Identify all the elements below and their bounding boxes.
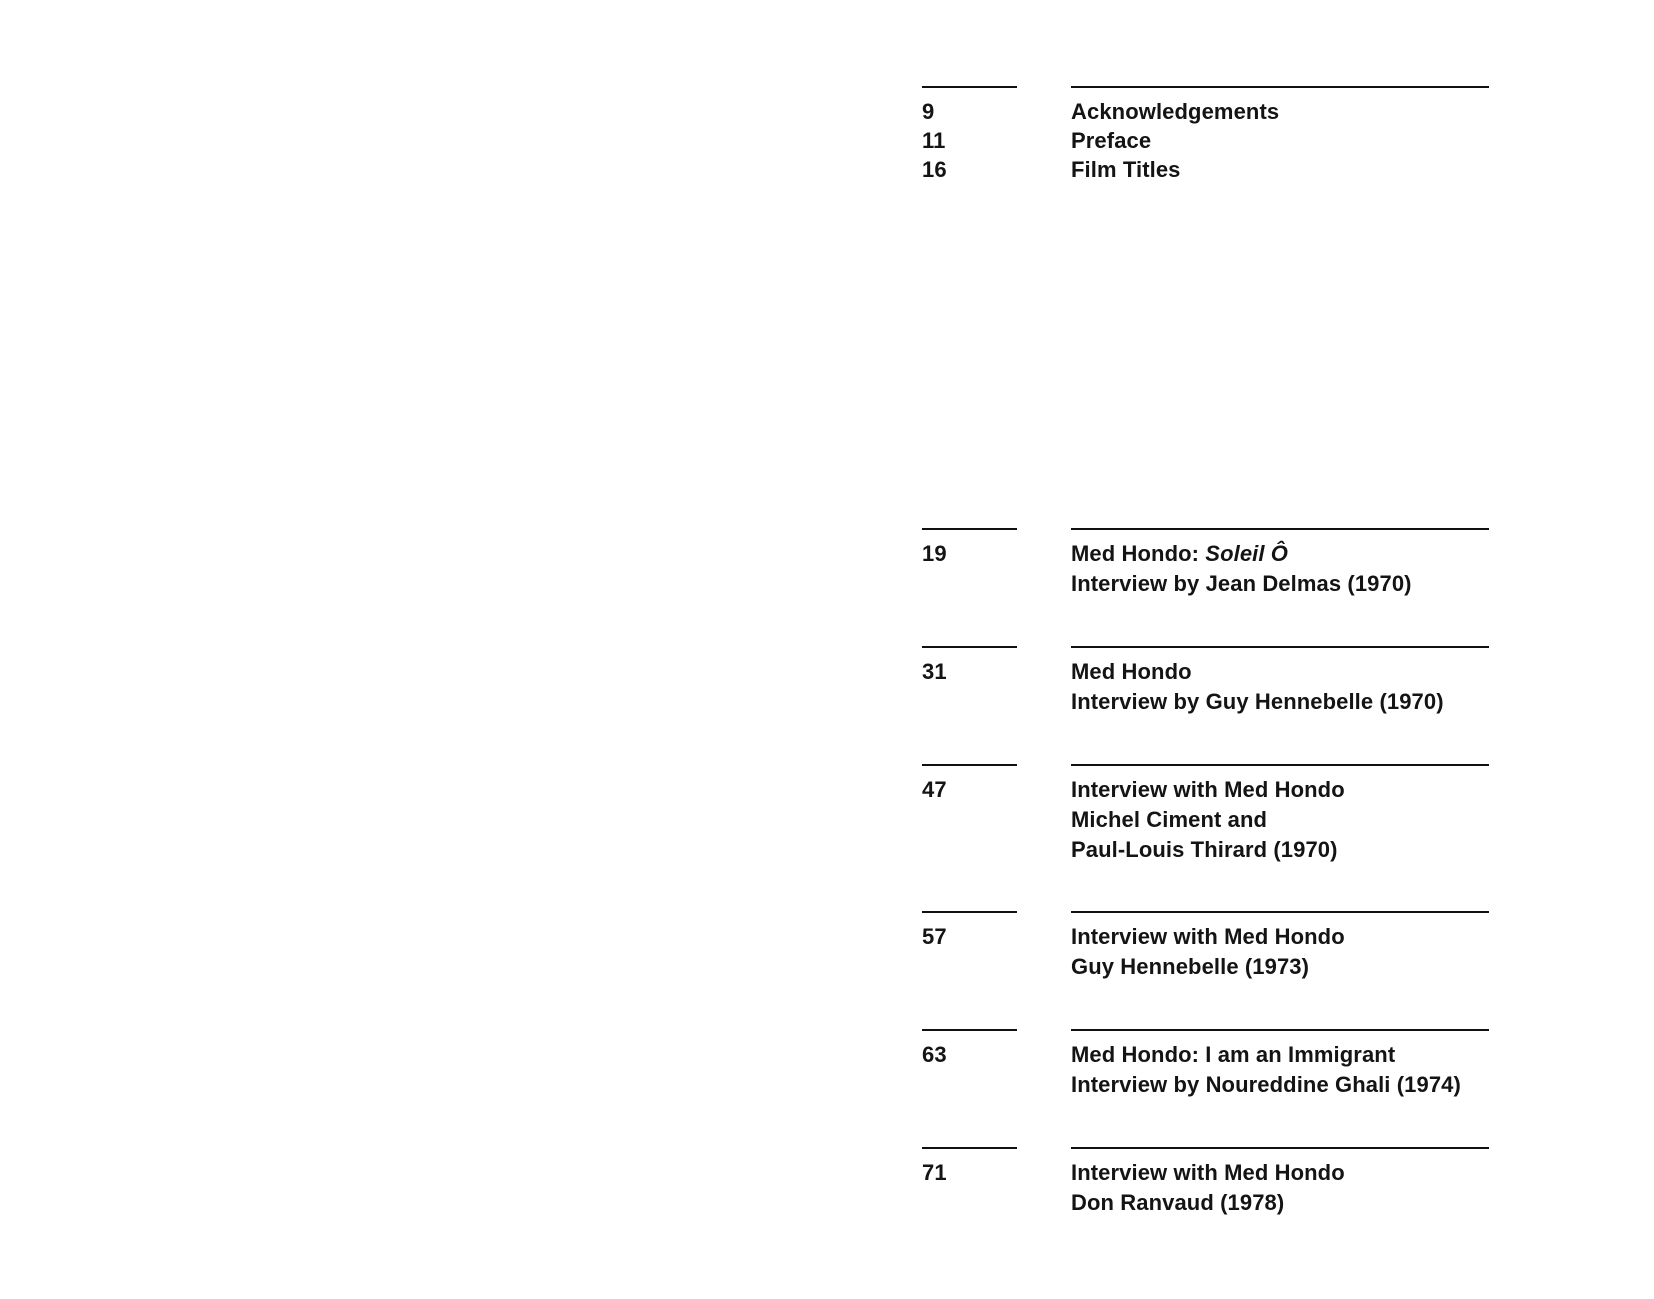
- page-number: 19: [922, 541, 947, 566]
- entry-title-line: Interview by Guy Hennebelle (1970): [1071, 689, 1444, 714]
- divider: [1071, 911, 1489, 913]
- entry-title: [1071, 775, 1345, 865]
- toc-front-matter: [922, 86, 1489, 186]
- divider: [922, 764, 1017, 766]
- entry-title-line: Interview by Jean Delmas (1970): [1071, 571, 1412, 596]
- entry-title-line: Michel Ciment and: [1071, 807, 1268, 832]
- toc-entry: [922, 764, 1489, 874]
- entry-title-line: Interview with Med Hondo: [1071, 924, 1345, 949]
- page-number: 9: [922, 99, 935, 124]
- divider: [1071, 764, 1489, 766]
- entry-title: Acknowledgements: [1071, 99, 1280, 124]
- toc-entry: [922, 97, 1489, 127]
- page-number: 47: [922, 777, 947, 802]
- page-number: 71: [922, 1160, 947, 1185]
- divider: [1071, 1147, 1489, 1149]
- toc-entry: [922, 1029, 1489, 1109]
- entry-title: [1071, 922, 1345, 982]
- toc-entry: [922, 646, 1489, 726]
- toc-entry: [922, 155, 1489, 185]
- toc-entry: [922, 528, 1489, 608]
- entry-title: Preface: [1071, 128, 1152, 153]
- divider: [922, 1029, 1017, 1031]
- entry-title: [1071, 657, 1444, 717]
- page-number: 63: [922, 1042, 947, 1067]
- divider: [922, 86, 1017, 88]
- entry-title-line: Interview with Med Hondo: [1071, 777, 1345, 802]
- divider: [1071, 646, 1489, 648]
- divider: [922, 1147, 1017, 1149]
- entry-title-line: Med Hondo: I am an Immigrant: [1071, 1042, 1396, 1067]
- entry-title: [1071, 1040, 1461, 1100]
- entry-title: [1071, 1158, 1345, 1218]
- film-title: Soleil Ô: [1205, 541, 1289, 566]
- entry-title-line: Don Ranvaud (1978): [1071, 1190, 1285, 1215]
- entry-title: Film Titles: [1071, 157, 1181, 182]
- divider: [1071, 1029, 1489, 1031]
- entry-title-line: Paul-Louis Thirard (1970): [1071, 837, 1338, 862]
- toc-entry: [922, 126, 1489, 156]
- page-number: 16: [922, 157, 947, 182]
- divider: [1071, 528, 1489, 530]
- entry-title: [1071, 539, 1412, 599]
- page-number: 31: [922, 659, 947, 684]
- divider: [922, 911, 1017, 913]
- entry-title-prefix: Med Hondo:: [1071, 541, 1206, 566]
- divider: [1071, 86, 1489, 88]
- divider: [922, 646, 1017, 648]
- page-number: 57: [922, 924, 947, 949]
- entry-title-line: Interview with Med Hondo: [1071, 1160, 1345, 1185]
- page-number: 11: [922, 128, 946, 153]
- divider: [922, 528, 1017, 530]
- entry-title-line: Med Hondo: [1071, 659, 1192, 684]
- toc-entry: [922, 911, 1489, 991]
- entry-title-line: Guy Hennebelle (1973): [1071, 954, 1310, 979]
- toc-entry: [922, 1147, 1489, 1227]
- entry-title-line: Interview by Noureddine Ghali (1974): [1071, 1072, 1461, 1097]
